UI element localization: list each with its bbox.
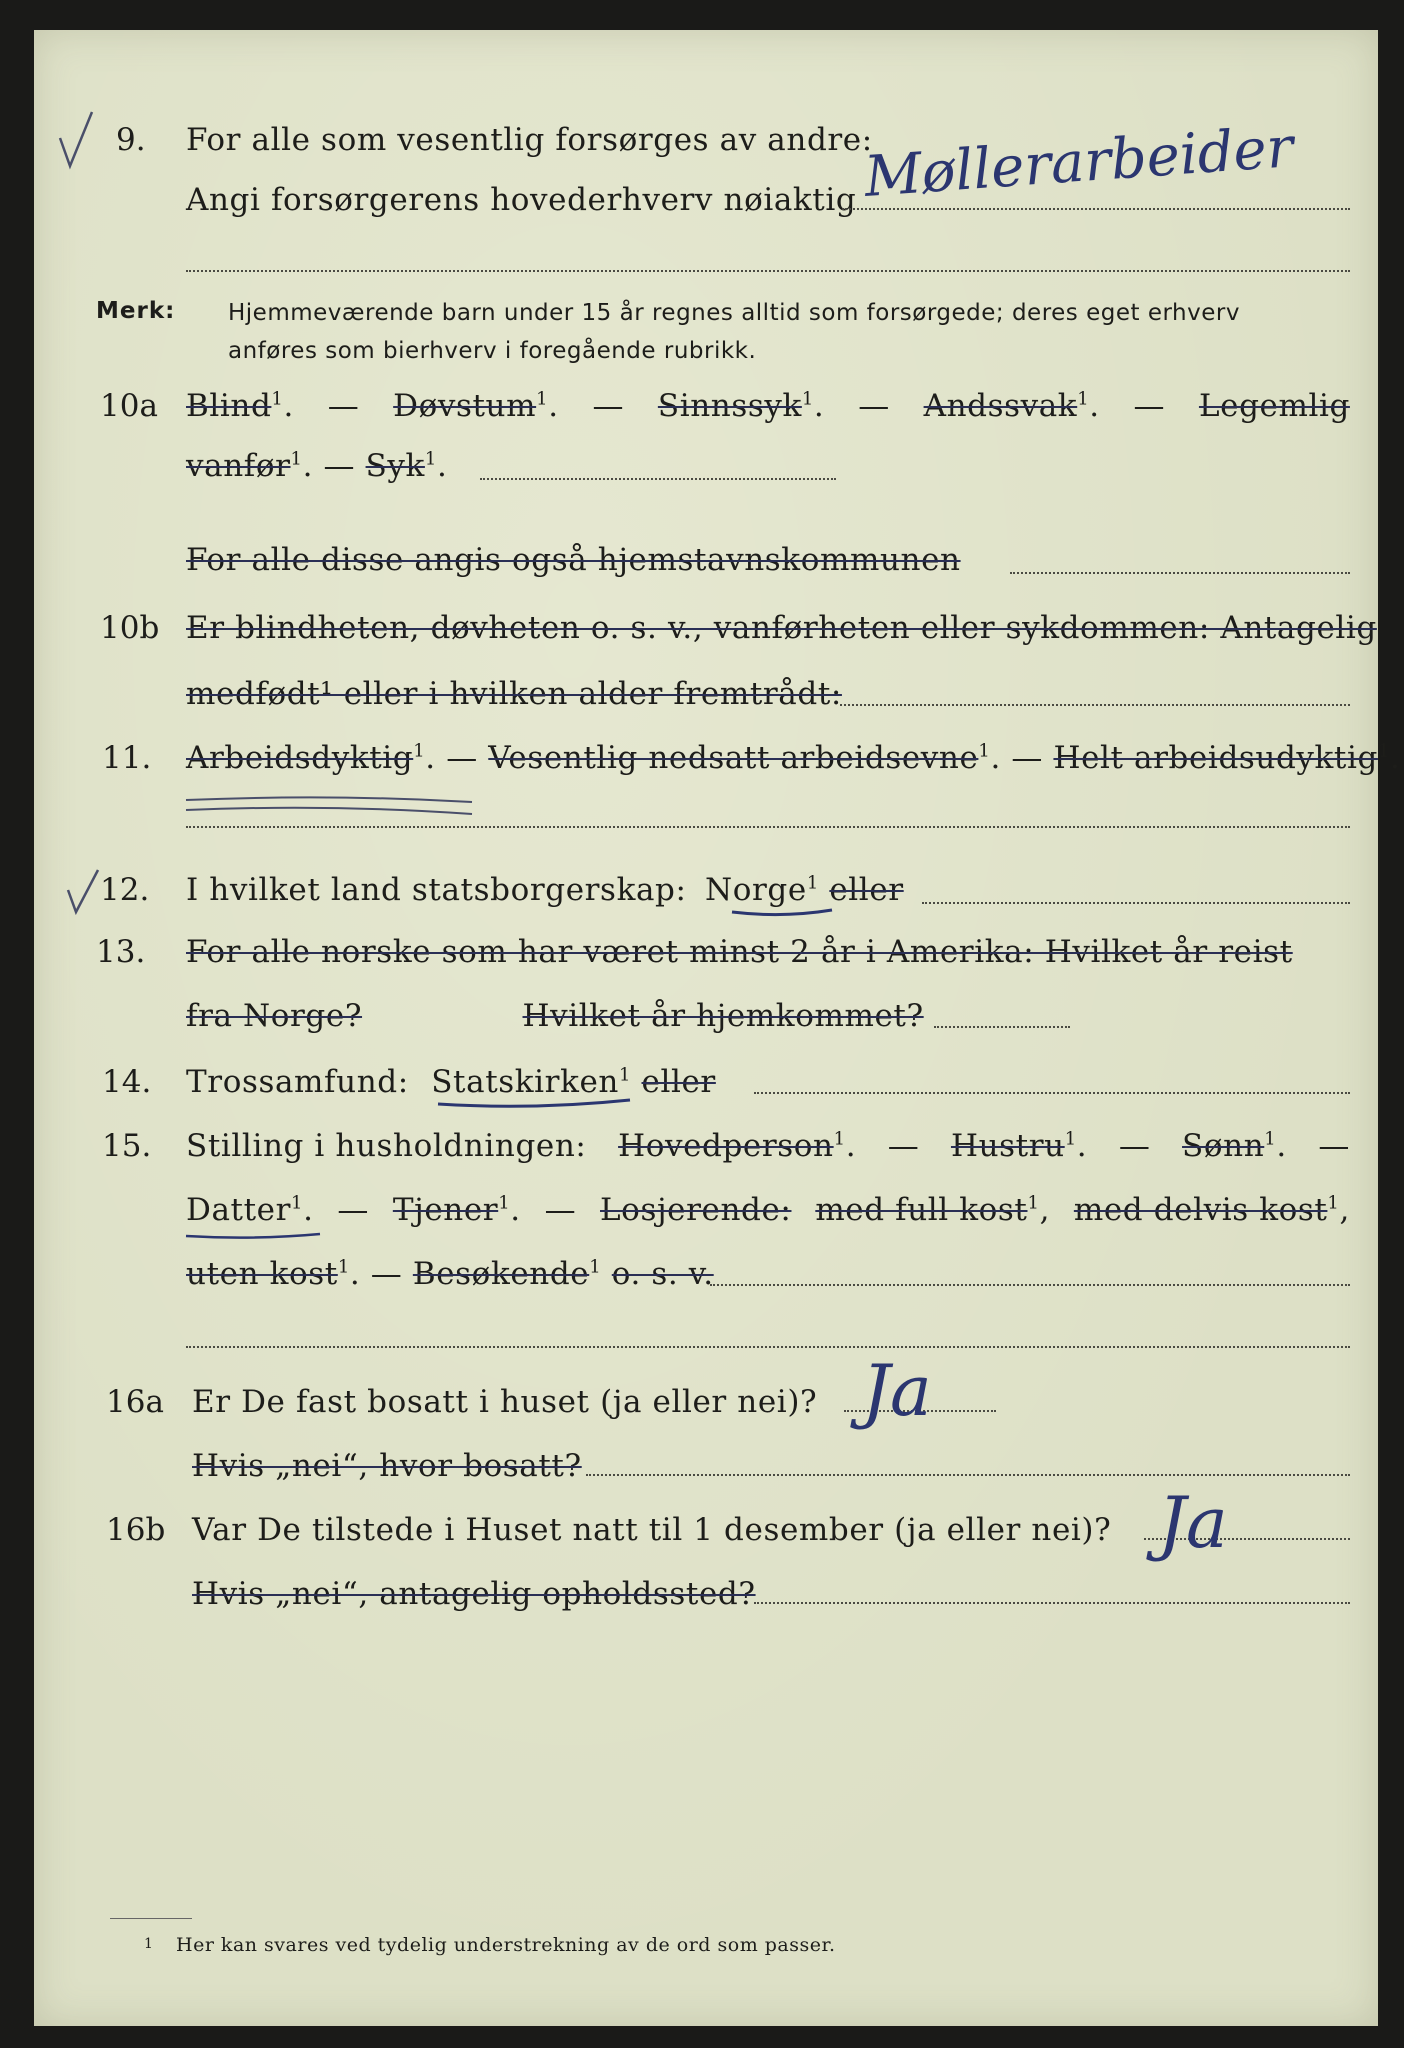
q15-hustru: Hustru xyxy=(950,1128,1065,1164)
q10a-blind: Blind xyxy=(186,388,272,424)
q11-udyktig: Helt arbeidsudyktig xyxy=(1053,740,1378,776)
q15-datter-underline xyxy=(184,1230,324,1242)
q16b-line2-dots xyxy=(754,1602,1350,1604)
q11-line: Arbeidsdyktig$^1$. — Vesentlig nedsatt arbeidsevne$^1$. — Helt arbeidsudyktig$^1$. xyxy=(186,740,1401,776)
q9-extra-line xyxy=(186,270,1350,272)
check-mark-9 xyxy=(56,108,96,168)
q15-line3-dots xyxy=(710,1284,1350,1286)
q16b-number: 16b xyxy=(106,1512,166,1548)
q10a-line2-dots xyxy=(480,478,836,480)
q10b-line1: Er blindheten, døvheten o. s. v., vanførheten eller sykdommen: Antagelig xyxy=(186,610,1377,646)
q14-choice: Statskirken xyxy=(431,1064,619,1100)
q15-losjerende: Losjerende: xyxy=(600,1192,792,1228)
q15-label: Stilling i husholdningen: xyxy=(186,1128,587,1164)
q9-answer: Møllerarbeider xyxy=(862,115,1296,210)
q13-fra-norge: fra Norge? xyxy=(186,998,363,1034)
q12-choice: Norge xyxy=(705,872,807,908)
q16b-line1: Var De tilstede i Huset natt til 1 desember (ja eller nei)? xyxy=(192,1512,1112,1548)
q10b-number: 10b xyxy=(100,610,160,646)
q10b-line2-dots xyxy=(840,704,1350,706)
merk-line2: anføres som bierhverv i foregående rubrikk. xyxy=(228,338,757,364)
merk-line1: Hjemmeværende barn under 15 år regnes alltid som forsørgede; deres eget erhverv xyxy=(228,300,1240,326)
q15-line2: Datter$^1$. — Tjener$^1$. — Losjerende: med full kost$^1$, med delvis kost$^1$, xyxy=(186,1192,1350,1228)
q11-arbeidsdyktig: Arbeidsdyktig xyxy=(186,740,414,776)
q14-underline xyxy=(434,1096,634,1112)
q9-line2: Angi forsørgerens hovederhverv nøiaktig xyxy=(186,182,857,218)
q13-number: 13. xyxy=(96,934,146,970)
q16a-answer: Ja xyxy=(862,1350,932,1432)
q11-nedsatt: Vesentlig nedsatt arbeidsevne xyxy=(488,740,979,776)
q15-uten-kost: uten kost xyxy=(186,1256,338,1292)
q11-scribble xyxy=(182,792,482,822)
q12-eller: eller xyxy=(829,872,904,908)
q10a-andssvak: Andssvak xyxy=(923,388,1078,424)
q12-underline xyxy=(728,906,838,920)
q10a-number: 10a xyxy=(100,388,158,424)
q15-full-kost: med full kost xyxy=(815,1192,1028,1228)
q15-number: 15. xyxy=(102,1128,152,1164)
q10b-line2: medfødt¹ eller i hvilken alder fremtrådt: xyxy=(186,676,842,712)
footnote-mark: 1 xyxy=(144,1936,154,1952)
q13-line1: For alle norske som har været minst 2 år i Amerika: Hvilket år reist xyxy=(186,934,1293,970)
q14-line: Trossamfund: Statskirken$^1$ eller xyxy=(186,1064,716,1100)
q16a-line2: Hvis „nei“, hvor bosatt? xyxy=(192,1448,582,1484)
q10a-sinnssyk: Sinnssyk xyxy=(657,388,802,424)
q13-dots xyxy=(934,1026,1070,1028)
census-form-page xyxy=(34,30,1401,2026)
q14-dots xyxy=(754,1092,1350,1094)
q15-extra-line xyxy=(186,1346,1350,1348)
q10a-syk: Syk xyxy=(365,448,425,484)
q12-number: 12. xyxy=(100,872,150,908)
q10a-vanfor: vanfør xyxy=(186,448,291,484)
q10a-line3-dots xyxy=(1010,572,1350,574)
q10a-legemlig: Legemlig xyxy=(1198,388,1350,424)
q10a-line1: Blind$^1$. — Døvstum$^1$. — Sinnssyk$^1$. — Andssvak$^1$. — Legemlig xyxy=(186,388,1350,424)
q14-label: Trossamfund: xyxy=(186,1064,409,1100)
q14-eller: eller xyxy=(641,1064,716,1100)
q9-line1: For alle som vesentlig forsørges av andre: xyxy=(186,122,873,158)
q12-line: I hvilket land statsborgerskap: Norge$^1$ eller xyxy=(186,872,904,908)
q15-delvis-kost: med delvis kost xyxy=(1073,1192,1328,1228)
q12-dots xyxy=(922,902,1350,904)
q15-osv: o. s. v. xyxy=(611,1256,714,1292)
q15-line1: Stilling i husholdningen: Hovedperson$^1$. — Hustru$^1$. — Sønn$^1$. — xyxy=(186,1128,1350,1164)
q10a-line2: vanfør$^1$. — Syk$^1$. xyxy=(186,448,448,484)
q13-line2 xyxy=(186,998,924,1034)
q9-number: 9. xyxy=(116,122,146,158)
q15-hovedperson: Hovedperson xyxy=(618,1128,834,1164)
check-mark-12 xyxy=(64,866,104,914)
q9-answer-line xyxy=(842,208,1350,210)
q15-line3: uten kost$^1$. — Besøkende$^1$ o. s. v. xyxy=(186,1256,714,1292)
q16a-line2-dots xyxy=(586,1474,1350,1476)
q11-number: 11. xyxy=(102,740,152,776)
footnote-text: Her kan svares ved tydelig understrekning av de ord som passer. xyxy=(176,1934,836,1956)
q16a-number: 16a xyxy=(106,1384,164,1420)
q16b-line2: Hvis „nei“, antagelig opholdssted? xyxy=(192,1576,756,1612)
q10a-line3: For alle disse angis også hjemstavnskommunen xyxy=(186,542,961,578)
merk-label: Merk: xyxy=(96,298,176,324)
q16a-line1: Er De fast bosatt i huset (ja eller nei)? xyxy=(192,1384,818,1420)
q15-tjener: Tjener xyxy=(392,1192,499,1228)
q11-extra-line xyxy=(186,826,1350,828)
footnote-rule xyxy=(110,1918,192,1919)
q15-besokende: Besøkende xyxy=(412,1256,590,1292)
q10a-dovstum: Døvstum xyxy=(393,388,537,424)
q15-sonn: Sønn xyxy=(1182,1128,1265,1164)
q16b-answer: Ja xyxy=(1158,1482,1228,1564)
q15-datter: Datter xyxy=(186,1192,292,1228)
q14-number: 14. xyxy=(102,1064,152,1100)
q13-hjemkommet: Hvilket år hjemkommet? xyxy=(522,998,924,1034)
q12-label: I hvilket land statsborgerskap: xyxy=(186,872,687,908)
